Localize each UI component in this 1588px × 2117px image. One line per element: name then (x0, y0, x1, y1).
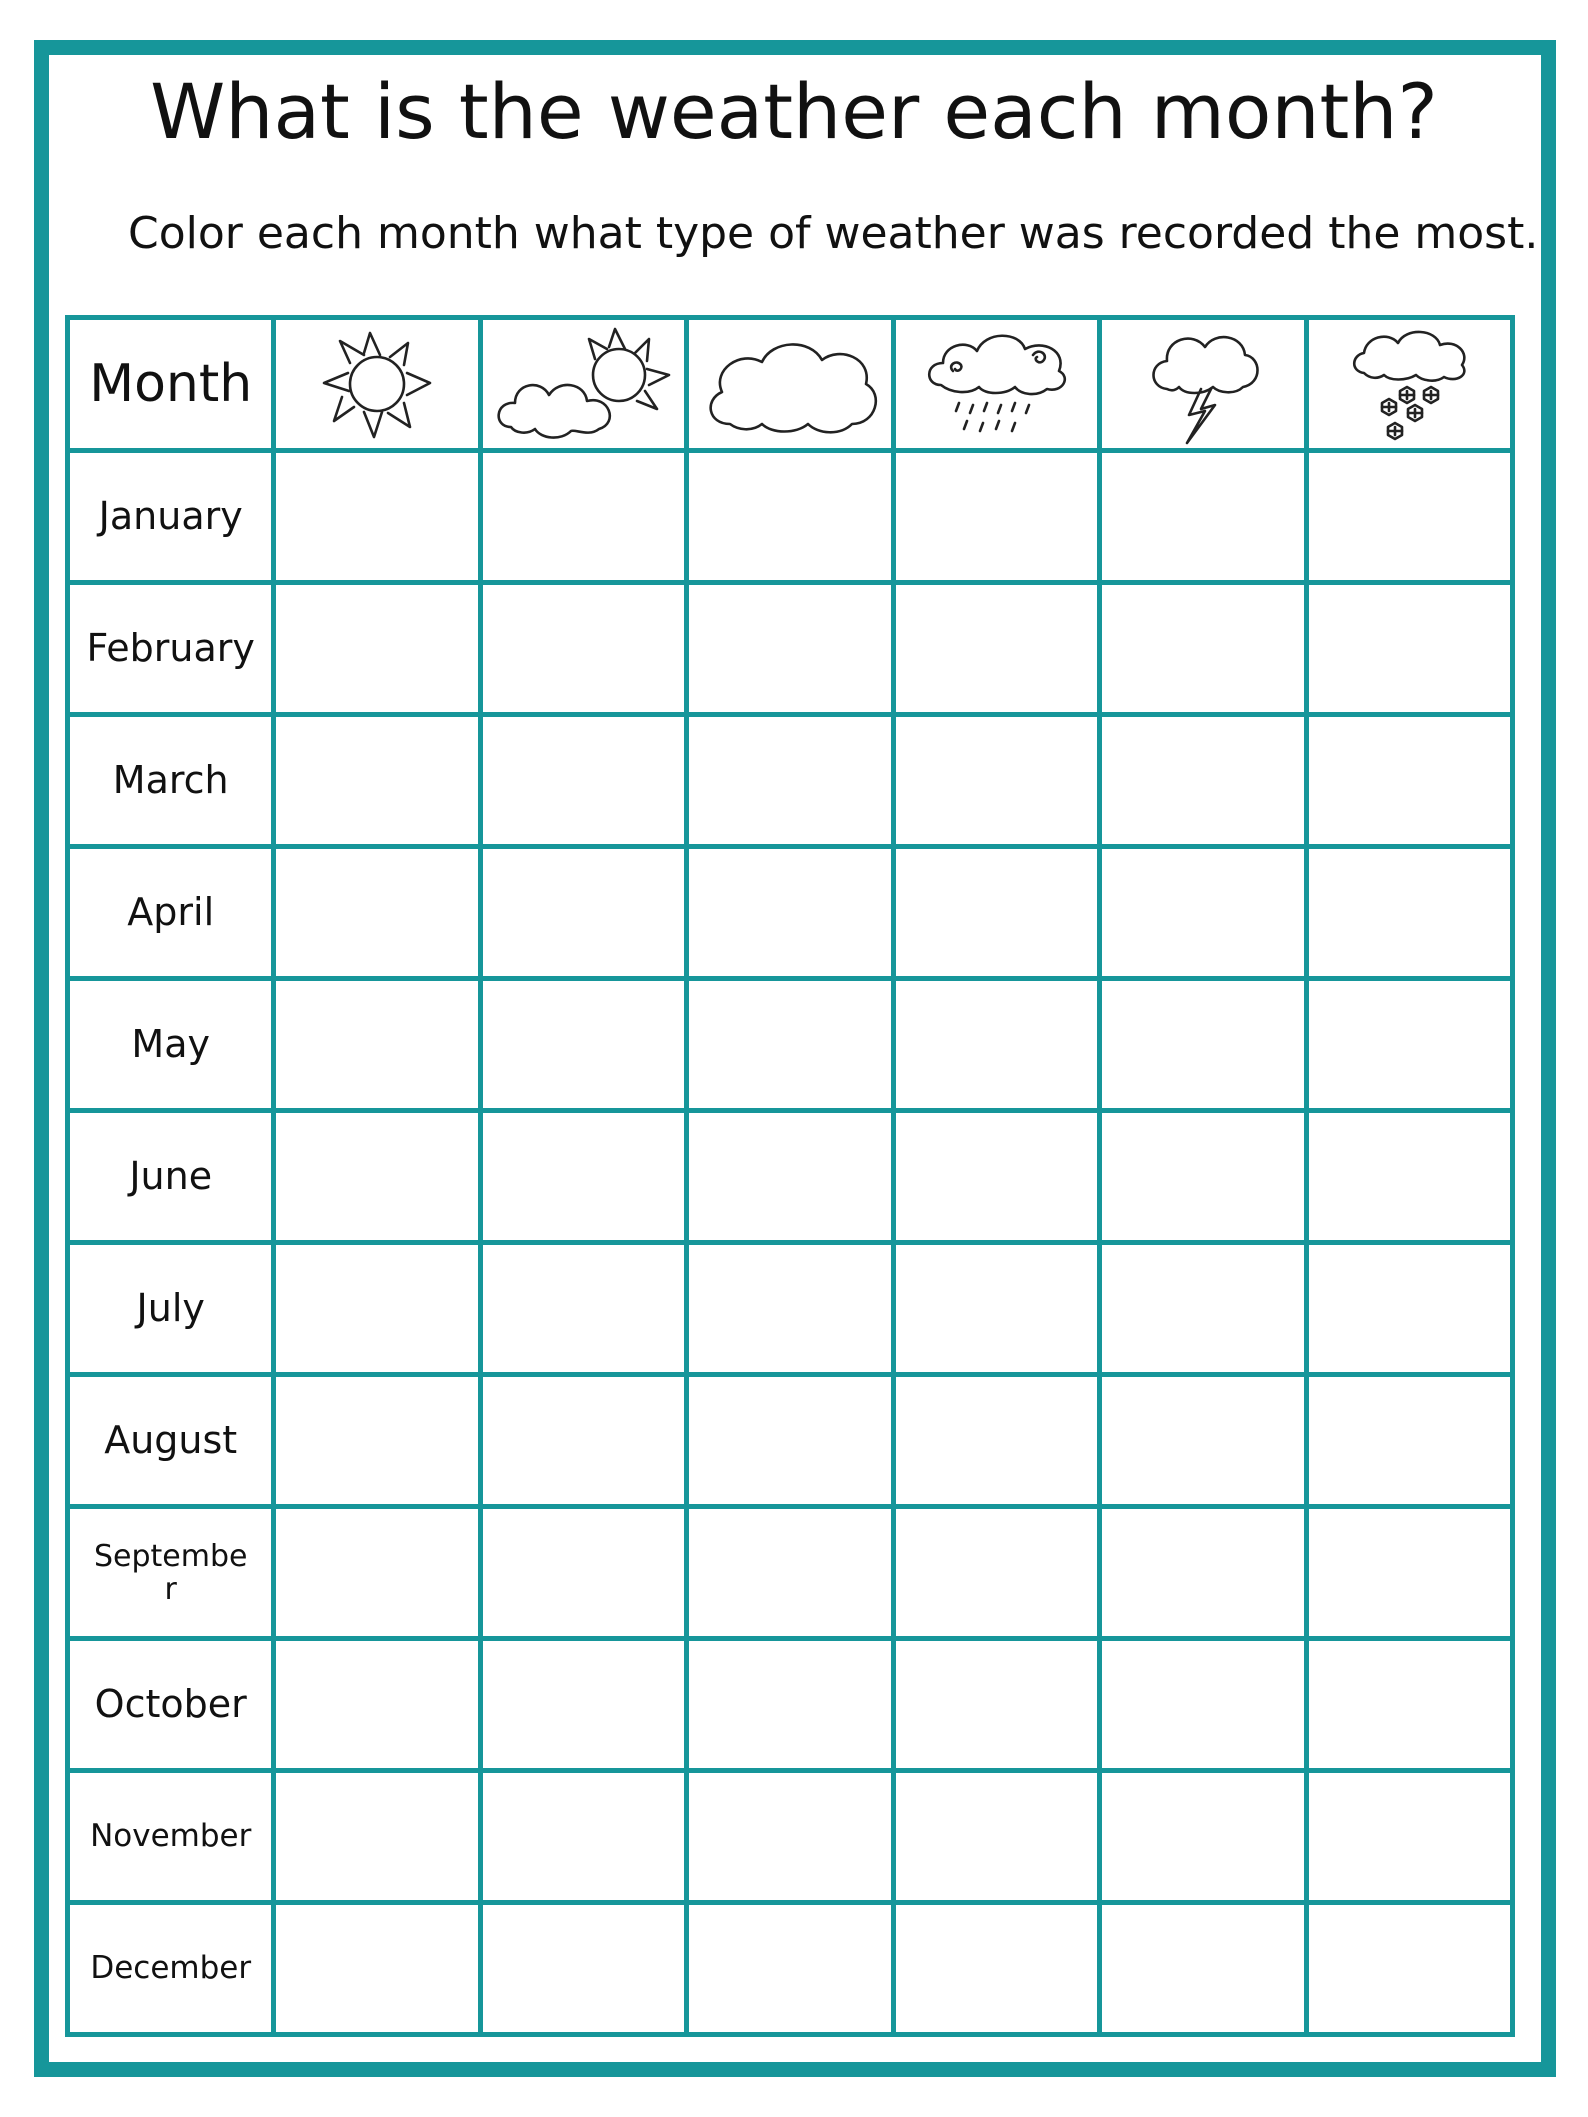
coloring-cell[interactable] (687, 1111, 893, 1243)
coloring-cell[interactable] (1306, 1903, 1512, 2035)
coloring-cell[interactable] (274, 583, 480, 715)
coloring-cell[interactable] (1100, 1903, 1306, 2035)
partly-cloudy-column-header (480, 318, 686, 451)
month-label: February (68, 583, 274, 715)
coloring-cell[interactable] (687, 1375, 893, 1507)
coloring-cell[interactable] (893, 1903, 1099, 2035)
partly-cloudy-icon (489, 325, 679, 443)
worksheet-title: What is the weather each month? (150, 67, 1438, 156)
month-label: August (68, 1375, 274, 1507)
coloring-cell[interactable] (893, 1639, 1099, 1771)
coloring-cell[interactable] (893, 1111, 1099, 1243)
month-label: June (68, 1111, 274, 1243)
coloring-cell[interactable] (687, 979, 893, 1111)
worksheet-instruction: Color each month what type of weather was recorded the most. (128, 208, 1539, 259)
coloring-cell[interactable] (274, 1111, 480, 1243)
coloring-cell[interactable] (480, 1771, 686, 1903)
coloring-cell[interactable] (480, 451, 686, 583)
coloring-cell[interactable] (480, 1639, 686, 1771)
coloring-cell[interactable] (893, 583, 1099, 715)
month-row-june (68, 1111, 1513, 1243)
rainy-column-header (893, 318, 1099, 451)
coloring-cell[interactable] (274, 1243, 480, 1375)
coloring-cell[interactable] (687, 1771, 893, 1903)
coloring-cell[interactable] (1100, 451, 1306, 583)
coloring-cell[interactable] (1306, 1507, 1512, 1639)
coloring-cell[interactable] (480, 979, 686, 1111)
coloring-cell[interactable] (1100, 1771, 1306, 1903)
month-row-july (68, 1243, 1513, 1375)
month-label: May (68, 979, 274, 1111)
coloring-cell[interactable] (1306, 1111, 1512, 1243)
coloring-cell[interactable] (274, 715, 480, 847)
month-label: March (68, 715, 274, 847)
coloring-cell[interactable] (480, 1375, 686, 1507)
month-row-november (68, 1771, 1513, 1903)
snow-cloud-icon (1344, 323, 1474, 445)
coloring-cell[interactable] (1306, 1639, 1512, 1771)
weather-table (65, 315, 1515, 2037)
month-row-august (68, 1375, 1513, 1507)
coloring-cell[interactable] (687, 847, 893, 979)
month-label: April (68, 847, 274, 979)
coloring-cell[interactable] (1306, 583, 1512, 715)
coloring-cell[interactable] (274, 1639, 480, 1771)
stormy-column-header (1100, 318, 1306, 451)
month-label: November (68, 1771, 274, 1903)
coloring-cell[interactable] (687, 583, 893, 715)
coloring-cell[interactable] (274, 979, 480, 1111)
coloring-cell[interactable] (1306, 715, 1512, 847)
coloring-cell[interactable] (893, 1375, 1099, 1507)
sun-icon (312, 325, 442, 443)
coloring-cell[interactable] (1100, 1639, 1306, 1771)
coloring-cell[interactable] (480, 1111, 686, 1243)
coloring-cell[interactable] (1306, 1243, 1512, 1375)
month-row-september (68, 1507, 1513, 1639)
coloring-cell[interactable] (687, 1639, 893, 1771)
coloring-cell[interactable] (480, 715, 686, 847)
coloring-cell[interactable] (1306, 1375, 1512, 1507)
coloring-cell[interactable] (1100, 1375, 1306, 1507)
coloring-cell[interactable] (480, 1507, 686, 1639)
coloring-cell[interactable] (1100, 715, 1306, 847)
coloring-cell[interactable] (893, 1507, 1099, 1639)
month-label: July (68, 1243, 274, 1375)
coloring-cell[interactable] (1306, 979, 1512, 1111)
header-row (68, 318, 1513, 451)
cloudy-column-header (687, 318, 893, 451)
month-row-march (68, 715, 1513, 847)
sunny-column-header (274, 318, 480, 451)
cloud-icon (700, 328, 880, 440)
coloring-cell[interactable] (1100, 1111, 1306, 1243)
month-label: Septembe r (68, 1507, 274, 1639)
coloring-cell[interactable] (687, 1243, 893, 1375)
coloring-cell[interactable] (1306, 1771, 1512, 1903)
coloring-cell[interactable] (1306, 847, 1512, 979)
coloring-cell[interactable] (480, 583, 686, 715)
coloring-cell[interactable] (274, 847, 480, 979)
coloring-cell[interactable] (1100, 1243, 1306, 1375)
month-column-header: Month (68, 318, 274, 451)
thunderstorm-icon (1143, 323, 1263, 445)
coloring-cell[interactable] (1100, 583, 1306, 715)
coloring-cell[interactable] (274, 1903, 480, 2035)
coloring-cell[interactable] (480, 1243, 686, 1375)
month-row-october (68, 1639, 1513, 1771)
month-row-april (68, 847, 1513, 979)
month-row-may (68, 979, 1513, 1111)
month-label: December (68, 1903, 274, 2035)
coloring-cell[interactable] (893, 847, 1099, 979)
month-label: January (68, 451, 274, 583)
coloring-cell[interactable] (1100, 847, 1306, 979)
coloring-cell[interactable] (687, 715, 893, 847)
coloring-cell[interactable] (1100, 1507, 1306, 1639)
coloring-cell[interactable] (274, 1771, 480, 1903)
coloring-cell[interactable] (1100, 979, 1306, 1111)
month-row-february (68, 583, 1513, 715)
rain-cloud-icon (921, 325, 1071, 443)
coloring-cell[interactable] (1306, 451, 1512, 583)
month-label: October (68, 1639, 274, 1771)
coloring-cell[interactable] (687, 1507, 893, 1639)
snowy-column-header (1306, 318, 1512, 451)
coloring-cell[interactable] (893, 1771, 1099, 1903)
coloring-cell[interactable] (893, 715, 1099, 847)
coloring-cell[interactable] (687, 1903, 893, 2035)
coloring-cell[interactable] (480, 1903, 686, 2035)
coloring-cell[interactable] (893, 979, 1099, 1111)
coloring-cell[interactable] (480, 847, 686, 979)
month-row-december (68, 1903, 1513, 2035)
coloring-cell[interactable] (274, 1507, 480, 1639)
coloring-cell[interactable] (274, 1375, 480, 1507)
coloring-cell[interactable] (893, 1243, 1099, 1375)
month-row-january (68, 451, 1513, 583)
coloring-cell[interactable] (893, 451, 1099, 583)
coloring-cell[interactable] (687, 451, 893, 583)
coloring-cell[interactable] (274, 451, 480, 583)
